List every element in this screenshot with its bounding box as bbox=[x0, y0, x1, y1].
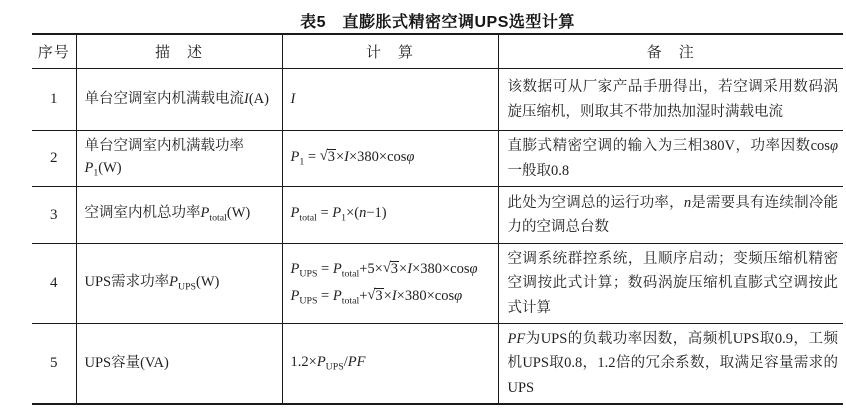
cell-no: 3 bbox=[32, 187, 76, 244]
cell-calc bbox=[282, 69, 498, 131]
table-row bbox=[32, 131, 843, 187]
formula-line: $P_{UPS} = P_{total}+5\times√3\times I\times 380\times\cos\varphi$ bbox=[290, 260, 478, 280]
cell-calc bbox=[282, 131, 498, 187]
cell-no: 4 bbox=[32, 244, 76, 324]
cell-desc: 空调室内机总功率$P_{total}(W)$ bbox=[76, 187, 282, 244]
ups-selection-table bbox=[32, 33, 843, 405]
cell-desc: 单台空调室内机满载功率$P_1(W)$ bbox=[76, 131, 282, 187]
cell-no: 2 bbox=[32, 131, 76, 187]
table-row bbox=[32, 187, 843, 244]
cell-no: 1 bbox=[32, 69, 76, 131]
formula-line: $P_{UPS} = P_{total}+√3\times I\times 380\times\cos\varphi$ bbox=[290, 286, 463, 306]
table-row bbox=[32, 69, 843, 131]
formula-line: I bbox=[290, 91, 296, 108]
header-cell-calc: 计 算 bbox=[282, 34, 498, 69]
table-row bbox=[32, 324, 843, 405]
sqrt-expression: √3 bbox=[367, 286, 383, 304]
formula-line: $P_1 = √3\times I\times 380\times\cos\varphi$ bbox=[290, 148, 415, 168]
cell-calc bbox=[282, 244, 498, 324]
page-title: 表5 直膨胀式精密空调UPS选型计算 bbox=[300, 14, 575, 31]
cell-no: 5 bbox=[32, 324, 76, 405]
cell-note: 该数据可从厂家产品手册得出，若空调采用数码涡旋压缩机，则取其不带加热加湿时满载电流 bbox=[498, 69, 843, 131]
cell-note: 此处为空调总的运行功率，n是需要具有连续制冷能力的空调总台数 bbox=[498, 187, 843, 244]
formula-line: $1.2\times P_{UPS}/PF$ bbox=[290, 353, 366, 373]
sqrt-expression: √3 bbox=[319, 148, 335, 166]
header-cell-no: 序号 bbox=[32, 34, 76, 69]
cell-desc: 单台空调室内机满载电流I(A) bbox=[76, 69, 282, 131]
formula-line: $P_{total} = P_1\times(n-1)$ bbox=[290, 205, 387, 224]
cell-desc: UPS容量(VA) bbox=[76, 324, 282, 405]
cell-note: 空调系统群控系统，且顺序启动；变频压缩机精密空调按此式计算；数码涡旋压缩机直膨式空调按此式计算 bbox=[498, 244, 843, 324]
cell-note: 直膨式精密空调的输入为三相380V，功率因数cosφ一般取0.8 bbox=[498, 131, 843, 187]
header-cell-desc: 描 述 bbox=[76, 34, 282, 69]
header-cell-note: 备 注 bbox=[498, 34, 843, 69]
header-row bbox=[32, 34, 843, 69]
sqrt-expression: √3 bbox=[382, 260, 399, 278]
table-row bbox=[32, 244, 843, 324]
cell-note: PF为UPS的负载功率因数，高频机UPS取0.9，工频机UPS取0.8，1.2倍的冗余系数，取满足容量需求的UPS bbox=[498, 324, 843, 405]
cell-calc bbox=[282, 187, 498, 244]
cell-calc bbox=[282, 324, 498, 405]
cell-desc: UPS需求功率$P_{UPS}(W)$ bbox=[76, 244, 282, 324]
